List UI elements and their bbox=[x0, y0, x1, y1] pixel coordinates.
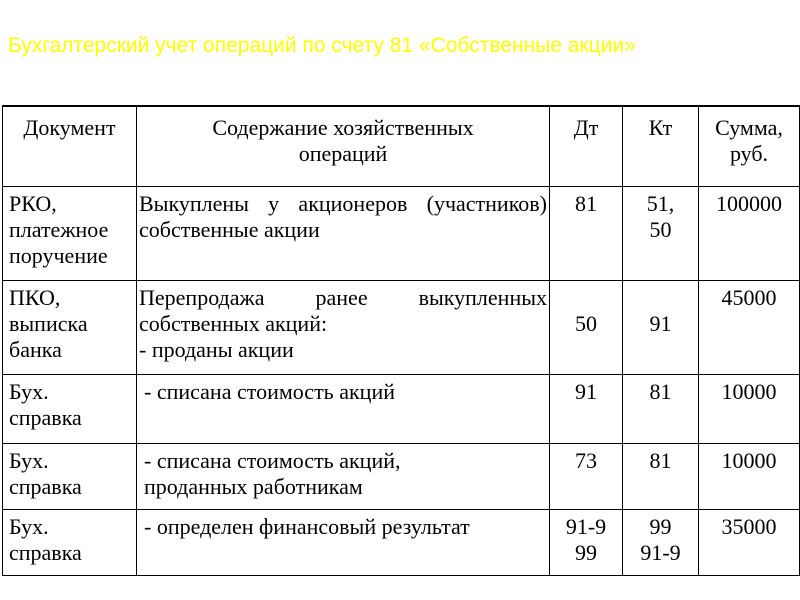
table-row bbox=[3, 509, 800, 575]
row-content: Выкуплены у акционеров (участников) собственные акции bbox=[137, 186, 550, 280]
row-debit-value: 81 bbox=[575, 190, 597, 216]
row-debit: 73 bbox=[550, 443, 623, 509]
header-content-line2: операций bbox=[298, 141, 388, 166]
header-content-line1: Содержание хозяйственных bbox=[212, 115, 474, 140]
row-document bbox=[3, 443, 137, 509]
row-document bbox=[3, 374, 137, 443]
header-credit bbox=[623, 106, 699, 186]
row-content-line: проданных работникам bbox=[144, 473, 363, 499]
header-document-label: Документ bbox=[23, 115, 116, 140]
row-credit bbox=[623, 509, 699, 575]
row-document-line: справка bbox=[9, 473, 82, 499]
row-debit bbox=[550, 186, 623, 280]
row-sum: 10000 bbox=[699, 374, 800, 443]
row-content bbox=[137, 280, 550, 374]
row-content-line: - проданы акции bbox=[139, 336, 294, 362]
table-row bbox=[3, 280, 800, 374]
row-credit-value: 91-9 bbox=[640, 539, 681, 565]
row-debit bbox=[550, 280, 623, 374]
header-sum-line2: руб. bbox=[729, 141, 769, 166]
row-content-line: - списана стоимость акций, bbox=[144, 447, 401, 473]
row-content bbox=[137, 443, 550, 509]
row-sum: 10000 bbox=[699, 443, 800, 509]
row-document-line: платежное bbox=[9, 216, 109, 242]
row-credit-value: 91 bbox=[649, 310, 672, 336]
table-row bbox=[3, 443, 800, 509]
row-document-line: ПКО, bbox=[9, 284, 61, 310]
row-credit-value: 50 bbox=[649, 216, 672, 242]
row-document bbox=[3, 509, 137, 575]
row-content-line: Перепродажа ранее выкупленных собственных акций: bbox=[139, 284, 547, 336]
slide-title: Бухгалтерский учет операций по счету 81 «Собственные акции» bbox=[8, 34, 636, 57]
row-document-line: справка bbox=[9, 539, 82, 565]
row-sum: 100000 bbox=[699, 186, 800, 280]
table-header-row bbox=[3, 106, 800, 186]
table-row bbox=[3, 374, 800, 443]
row-credit: 81 bbox=[623, 374, 699, 443]
header-document bbox=[3, 106, 137, 186]
row-credit bbox=[623, 186, 699, 280]
header-debit-label: Дт bbox=[573, 115, 599, 140]
row-debit bbox=[550, 509, 623, 575]
row-document bbox=[3, 280, 137, 374]
row-content: - списана стоимость акций bbox=[137, 374, 550, 443]
row-debit-value: 91-9 bbox=[565, 513, 607, 539]
row-document-line: выписка bbox=[9, 310, 88, 336]
row-document-line: Бух. bbox=[9, 513, 49, 539]
ledger-table bbox=[2, 105, 800, 576]
row-document-line: справка bbox=[9, 404, 82, 430]
row-document-line: Бух. bbox=[9, 447, 49, 473]
header-sum-line1: Сумма, bbox=[715, 115, 783, 140]
row-document-line: РКО, bbox=[9, 190, 57, 216]
row-credit bbox=[623, 280, 699, 374]
row-document-line: Бух. bbox=[9, 378, 49, 404]
row-sum: 35000 bbox=[699, 509, 800, 575]
row-credit-value: 99 bbox=[649, 513, 672, 539]
row-document bbox=[3, 186, 137, 280]
row-credit-value: 51, bbox=[646, 190, 675, 216]
row-sum: 45000 bbox=[699, 280, 800, 374]
row-content: - определен финансовый результат bbox=[137, 509, 550, 575]
row-credit: 81 bbox=[623, 443, 699, 509]
row-debit: 91 bbox=[550, 374, 623, 443]
header-content bbox=[137, 106, 550, 186]
header-sum bbox=[699, 106, 800, 186]
row-debit-value: 99 bbox=[575, 539, 597, 565]
table-row bbox=[3, 186, 800, 280]
header-credit-label: Кт bbox=[648, 115, 673, 140]
row-document-line: банка bbox=[9, 336, 62, 362]
row-debit-value: 50 bbox=[575, 310, 597, 336]
row-document-line: поручение bbox=[9, 242, 108, 268]
header-debit bbox=[550, 106, 623, 186]
